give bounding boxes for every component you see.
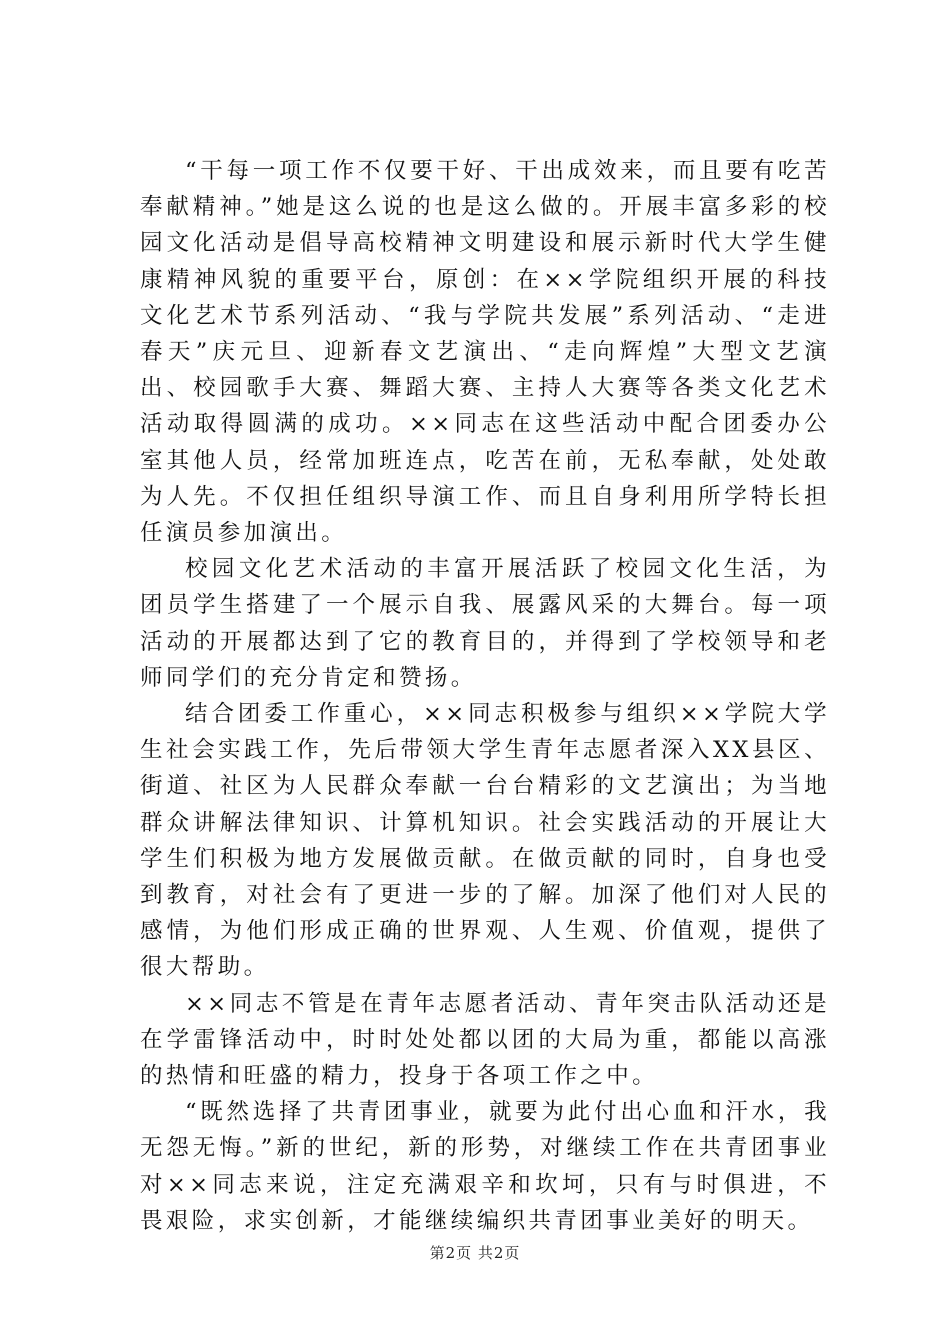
paragraph-2: 校园文化艺术活动的丰富开展活跃了校园文化生活，为团员学生搭建了一个展示自我、展露风采的大舞台。每一项活动的开展都达到了它的教育目的，并得到了学校领导和老师同学们的充分肯定和赞扬。 <box>140 556 830 691</box>
paragraph-3: 结合团委工作重心，××同志积极参与组织××学院大学生社会实践工作，先后带领大学生青年志愿者深入XX县区、街道、社区为人民群众奉献一台台精彩的文艺演出；为当地群众讲解法律知识、计算机知识。社会实践活动的开展让大学生们积极为地方发展做贡献。在做贡献的同时，自身也受到教育，对社会有了更进一步的了解。加深了他们对人民的感情，为他们形成正确的世界观、人生观、价值观，提供了很大帮助。 <box>140 701 830 981</box>
paragraph-4: ××同志不管是在青年志愿者活动、青年突击队活动还是在学雷锋活动中，时时处处都以团的大局为重，都能以高涨的热情和旺盛的精力，投身于各项工作之中。 <box>140 990 830 1090</box>
document-body <box>140 153 830 1239</box>
paragraph-5: “既然选择了共青团事业，就要为此付出心血和汗水，我无怨无悔。”新的世纪，新的形势，对继续工作在共青团事业对××同志来说，注定充满艰辛和坎坷，只有与时俱进，不畏艰险，求实创新，才能继续编织共青团事业美好的明天。 <box>140 1099 830 1234</box>
paragraph-1: “干每一项工作不仅要干好、干出成效来，而且要有吃苦奉献精神。”她是这么说的也是这么做的。开展丰富多彩的校园文化活动是倡导高校精神文明建设和展示新时代大学生健康精神风貌的重要平台，原创：在××学院组织开展的科技文化艺术节系列活动、“我与学院共发展”系列活动、“走进春天”庆元旦、迎新春文艺演出、“走向辉煌”大型文艺演出、校园歌手大赛、舞蹈大赛、主持人大赛等各类文化艺术活动取得圆满的成功。××同志在这些活动中配合团委办公室其他人员，经常加班连点，吃苦在前，无私奉献，处处敢为人先。不仅担任组织导演工作、而且自身利用所学特长担任演员参加演出。 <box>140 158 830 547</box>
page-number-footer: 第2页 共2页 <box>429 1244 521 1262</box>
